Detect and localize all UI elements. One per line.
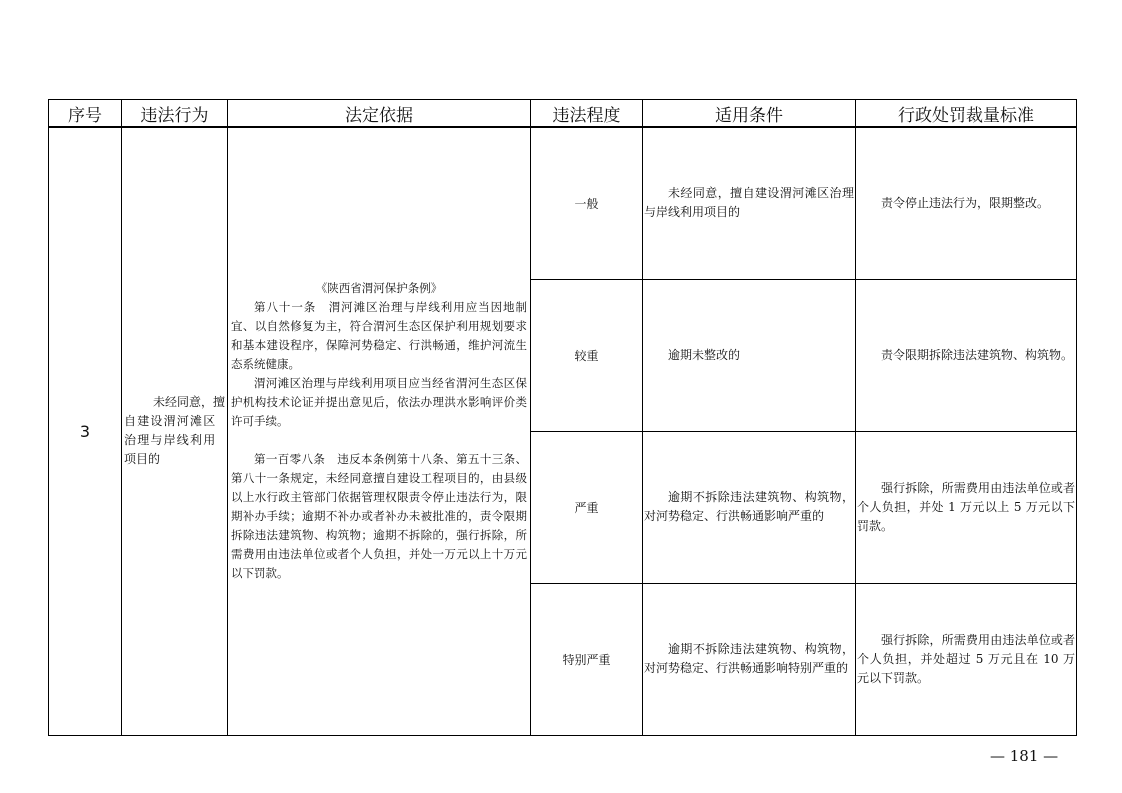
penalty-standard-table (48, 99, 1077, 736)
degree-cell: 较重 (531, 279, 643, 431)
row-index: 3 (49, 127, 122, 735)
condition-text: 未经同意，擅自建设渭河滩区治理与岸线利用项目的 (644, 186, 854, 220)
violation-line: 项目的 (124, 452, 161, 467)
violation-line: 未经同意，擅 (152, 395, 225, 410)
basis-paragraph: 第一百零八条 违反本条例第十八条、第五十三条、第八十一条规定，未经同意擅自建设工程项目的，由县级以上水行政主管部门依据管理权限责令停止违法行为，限期补办手续；逾期不补办或者补办未被批准的，责令限期拆除违法建筑物、构筑物；逾期不拆除的，强行拆除，所需费用由违法单位或者个人负担，并处一万元以上十万元以下罚款。 (231, 452, 527, 581)
standard-cell (856, 583, 1077, 735)
violation-cell (122, 127, 228, 735)
header-legal-basis: 法定依据 (228, 100, 531, 128)
page-number: — 181 — (990, 747, 1059, 765)
basis-paragraph: 第八十一条 渭河滩区治理与岸线利用应当因地制宜、以自然修复为主，符合渭河生态区保护利用规划要求和基本建设程序，保障河势稳定、行洪畅通，维护河流生态系统健康。 (231, 300, 527, 372)
header-standard: 行政处罚裁量标准 (856, 100, 1077, 128)
degree-cell: 特别严重 (531, 583, 643, 735)
table-header-row (49, 100, 1077, 128)
basis-title: 《陕西省渭河保护条例》 (315, 281, 443, 296)
condition-text: 逾期不拆除违法建筑物、构筑物，对河势稳定、行洪畅通影响特别严重的 (644, 642, 854, 675)
degree-cell: 一般 (531, 127, 643, 279)
condition-text: 逾期不拆除违法建筑物、构筑物，对河势稳定、行洪畅通影响严重的 (644, 490, 854, 523)
condition-text: 逾期未整改的 (668, 347, 741, 362)
legal-basis-cell (228, 127, 531, 735)
condition-cell (643, 127, 856, 279)
header-violation: 违法行为 (122, 100, 228, 128)
standard-text: 强行拆除，所需费用由违法单位或者个人负担，并处 1 万元以上 5 万元以下罚款。 (857, 480, 1075, 533)
condition-cell (643, 431, 856, 583)
standard-cell (856, 431, 1077, 583)
condition-cell (643, 279, 856, 431)
condition-cell (643, 583, 856, 735)
standard-text: 责令限期拆除违法建筑物、构筑物。 (881, 347, 1074, 362)
table-row (49, 127, 1077, 279)
standard-cell (856, 279, 1077, 431)
standard-cell (856, 127, 1077, 279)
standard-text: 强行拆除，所需费用由违法单位或者个人负担，并处超过 5 万元且在 10 万元以下罚款。 (857, 632, 1075, 685)
violation-line: 自建设渭河滩区 (124, 414, 217, 429)
header-conditions: 适用条件 (643, 100, 856, 128)
standard-text: 责令停止违法行为，限期整改。 (881, 195, 1050, 210)
header-index: 序号 (49, 100, 122, 128)
basis-paragraph: 渭河滩区治理与岸线利用项目应当经省渭河生态区保护机构技术论证并提出意见后，依法办理洪水影响评价类许可手续。 (231, 376, 527, 429)
degree-cell: 严重 (531, 431, 643, 583)
violation-line: 治理与岸线利用 (124, 433, 217, 448)
header-degree: 违法程度 (531, 100, 643, 128)
